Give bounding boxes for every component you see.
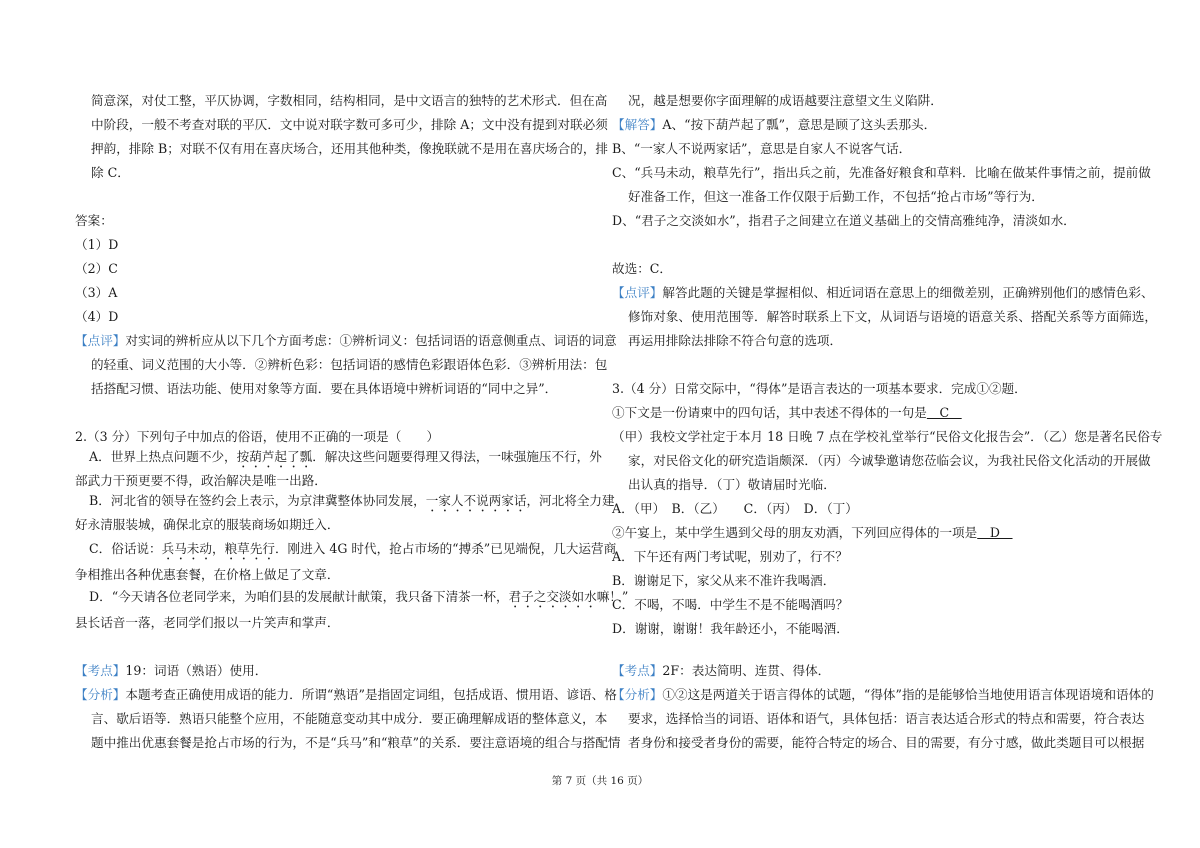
- option-text: ．解决这些问题要得理又得法，一味强施压不行，外: [312, 449, 602, 464]
- answer-item: （3）A: [75, 285, 118, 300]
- analysis-line: [75, 686, 617, 704]
- choice-result: 故选：C．: [612, 261, 673, 276]
- text-line: 者身份和接受者身份的需要，能符合特定的场合、目的需要，有分寸感，做此类题目可以根据: [628, 735, 1145, 750]
- option-text: C．俗话说：: [89, 541, 162, 556]
- text-line: 括搭配习惯、语法功能、使用对象等方面．要在具体语境中辨析词语的“同中之异”．: [91, 381, 558, 396]
- text-line: 出认真的指导．（丁）敬请届时光临．: [628, 477, 836, 492]
- answer-item: （2）C: [75, 261, 118, 276]
- answer-blank: D: [977, 525, 1013, 540]
- text-line: 要求，选择恰当的词语、语体和语气，具体包括：语言表达适合形式的特点和需要，符合表达: [628, 711, 1145, 726]
- text-line: 押韵，排除 B；对联不仅有用在喜庆场合，还用其他种类，像挽联就不是用在喜庆场合的，排: [91, 141, 609, 156]
- option-d: D．谢谢，谢谢！我年龄还小，不能喝酒．: [612, 621, 849, 636]
- analysis-tag: 【分析】: [612, 687, 663, 702]
- sub-question-text: ①下文是一份请柬中的四句话，其中表述不得体的一句是: [612, 405, 927, 420]
- comment-line: [612, 284, 1154, 302]
- text-line: 的轻重、词义范围的大小等．②辨析色彩：包括词语的感情色彩跟语体色彩．③辨析用法：包: [91, 357, 608, 372]
- option-text: ，河北将全力建: [526, 493, 615, 508]
- option-c: C．不喝，不喝．中学生不是不能喝酒吗？: [612, 597, 849, 612]
- text-line: 言、歇后语等．熟语只能整个应用，不能随意变动其中成分．要正确理解成语的整体意义，本: [91, 711, 608, 726]
- text-line: 中阶段，一般不考查对联的平仄．文中说对联字数可多可少，排除 A；文中没有提到对联必须: [91, 117, 608, 132]
- text-line: B、“一家人不说两家话”，意思是自家人不说客气话．: [612, 141, 912, 156]
- dotted-idiom: 按葫芦起了瓢: [236, 449, 313, 464]
- solution-line: [612, 116, 936, 134]
- dotted-idiom: 兵马未动，粮草先行: [161, 541, 275, 556]
- sub-question-text: ②午宴上，某中学生遇到父母的朋友劝酒，下列回应得体的一项是: [612, 525, 978, 540]
- dotted-idiom: 君子之交淡如水: [508, 589, 597, 604]
- sub-question-1: [612, 404, 962, 422]
- solution-tag: 【解答】: [612, 117, 663, 132]
- knowledge-point-tag: 【考点】: [612, 663, 663, 678]
- option-d: [89, 588, 628, 611]
- text-line: D、“君子之交淡如水”，指君子之间建立在道义基础上的交情高雅纯净，清淡如水．: [612, 213, 1076, 228]
- text-line: 除 C．: [91, 165, 130, 180]
- answer-blank: C: [926, 405, 962, 420]
- text-line: 况，越是想要你字面理解的成语越要注意望文生义陷阱．: [628, 93, 943, 108]
- text-line: 家，对民俗文化的研究造诣颇深．（丙）今诚挚邀请您莅临会议，为我社民俗文化活动的开展做: [628, 453, 1151, 468]
- text-line: 部武力干预更要不得，政治解决是唯一出路．: [75, 473, 327, 488]
- comment-text: 对实词的辨析应从以下几个方面考虑：①辨析词义：包括词语的语意侧重点、词语的词意: [125, 333, 617, 348]
- dotted-idiom: 一家人不说两家话: [425, 493, 527, 508]
- text-line: 争相推出各种优惠套餐，在价格上做足了文章．: [75, 567, 340, 582]
- solution-text: A、“按下葫芦起了瓢”，意思是顾了这头丢那头．: [662, 117, 937, 132]
- text-line: 简意深，对仗工整，平仄协调，字数相同，结构相同，是中文语言的独特的艺术形式．但在高: [91, 93, 608, 108]
- sub-question-2: [612, 524, 1013, 542]
- analysis-text: 本题考查正确使用成语的能力．所谓“熟语”是指固定词组，包括成语、惯用语、谚语、格: [125, 687, 617, 702]
- option-text: B．河北省的领导在签约会上表示，为京津冀整体协同发展，: [89, 493, 426, 508]
- comment-text: 解答此题的关键是掌握相似、相近词语在意思上的细微差别，正确辨别他们的感情色彩、: [662, 285, 1154, 300]
- knowledge-point-text: 19：词语（熟语）使用．: [125, 663, 268, 678]
- text-line: 好永清服装城，确保北京的服装商场如期迁入．: [75, 517, 340, 532]
- analysis-tag: 【分析】: [75, 687, 126, 702]
- answer-heading: 答案：: [75, 213, 113, 228]
- text-line: （甲）我校文学社定于本月 18 日晚 7 点在学校礼堂举行“民俗文化报告会”．（乙）您是著名民俗专: [612, 429, 1163, 444]
- knowledge-point-line: [612, 662, 830, 680]
- option-c: [89, 540, 616, 563]
- page-footer: 第 7 页（共 16 页）: [551, 775, 649, 787]
- question-3-stem: 3.（4 分）日常交际中，“得体”是语言表达的一项基本要求．完成①②题．: [612, 381, 1027, 396]
- answer-item: （4）D: [75, 309, 119, 324]
- option-text: 嘛！”: [596, 589, 629, 604]
- knowledge-point-text: 2F：表达简明、连贯、得体．: [662, 663, 831, 678]
- text-line: 县长话音一落，老同学们报以一片笑声和掌声．: [75, 615, 340, 630]
- option-a: [89, 448, 602, 471]
- knowledge-point-line: [75, 662, 267, 680]
- option-text: ．刚进入 4G 时代，抢占市场的“搏杀”已见端倪，几大运营商: [274, 541, 617, 556]
- options-row: A．（甲） B．（乙） C．（丙） D．（丁）: [612, 501, 858, 516]
- question-2-stem: 2.（3 分）下列句子中加点的俗语，使用不正确的一项是（ ）: [75, 429, 440, 444]
- comment-line: [75, 332, 617, 350]
- text-line: 再运用排除法排除不符合句意的选项．: [628, 333, 843, 348]
- analysis-text: ①②这是两道关于语言得体的试题，“得体”指的是能够恰当地使用语言体现语境和语体的: [662, 687, 1154, 702]
- knowledge-point-tag: 【考点】: [75, 663, 126, 678]
- analysis-line: [612, 686, 1154, 704]
- text-line: 题中推出优惠套餐是抢占市场的行为，不是“兵马”和“粮草”的关系．要注意语境的组合与搭配情: [91, 735, 621, 750]
- text-line: 好准备工作，但这一准备工作仅限于后勤工作，不包括“抢占市场”等行为．: [628, 189, 1044, 204]
- answer-item: （1）D: [75, 237, 119, 252]
- comment-tag: 【点评】: [75, 333, 126, 348]
- text-line: C、“兵马未动，粮草先行”，指出兵之前，先准备好粮食和草料．比喻在做某件事情之前，提前做: [612, 165, 1151, 180]
- comment-tag: 【点评】: [612, 285, 663, 300]
- text-line: 修饰对象、使用范围等．解答时联系上下文，从词语与语境的语意关系、搭配关系等方面筛选，: [628, 309, 1157, 324]
- option-b: [89, 492, 615, 515]
- option-b: B．谢谢足下，家父从来不准许我喝酒．: [612, 573, 836, 588]
- option-text: A．世界上热点问题不少，: [89, 449, 237, 464]
- option-a: A．下午还有两门考试呢，别劝了，行不？: [612, 549, 848, 564]
- option-text: D．“今天请各位老同学来，为咱们县的发展献计献策，我只备下清茶一杯，: [89, 589, 509, 604]
